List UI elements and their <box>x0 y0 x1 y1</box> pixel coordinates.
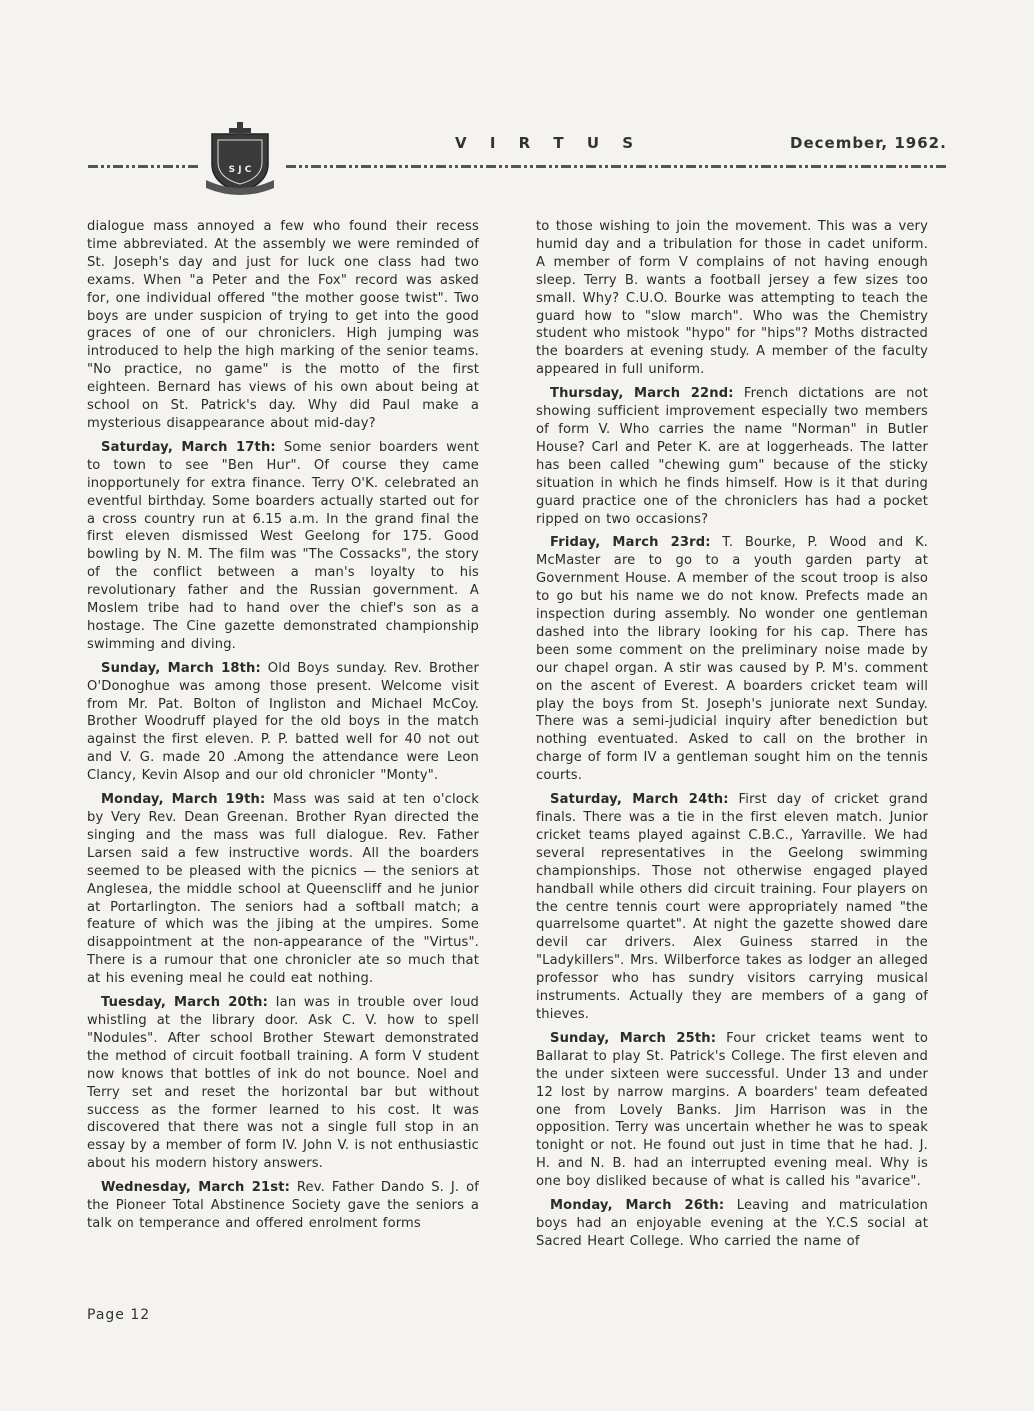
entry-date: Monday, March 26th: <box>550 1198 725 1214</box>
diary-entry <box>536 385 928 528</box>
magazine-title: V I R T U S <box>455 134 643 152</box>
entry-date: Monday, March 19th: <box>101 792 266 808</box>
entry-text: Rev. Father Dando S. J. of the Pioneer Total Abstinence Society gave the seniors a talk on temperance and offered enrolment forms <box>87 1180 480 1231</box>
header-rule-left <box>88 165 198 168</box>
paragraph: dialogue mass annoyed a few who found their recess time abbreviated. At the assembly we were reminded of St. Joseph's day and just for luck one class had two exams. When "a Peter and the Fox" record was asked for, one individual offered "the mother goose twist". Two boys are under suspicion of trying to get into the good graces of one of our chroniclers. High jumping was introduced to help the high marking of the senior teams. "No practice, no game" is the motto of the first eighteen. Bernard has views of his own about being at school on St. Patrick's day. Why did Paul make a mysterious disappearance about mid-day? <box>87 219 479 431</box>
entry-text: Four cricket teams went to Ballarat to play St. Patrick's College. The first eleven and the under sixteen were successful. Under 13 and under 12 lost by narrow margins. A boarders' team defeated one from Lovely Banks. Jim Harrison was in the opposition. Terry was uncertain whether he was to speak tonight or not. He found out just in time that he had. J. H. and N. B. had an interrupted evening meal. Why is one boy disliked because of what is called his "avarice". <box>536 1030 928 1190</box>
diary-entry <box>536 534 928 785</box>
crest-text: S J C <box>228 165 252 175</box>
diary-entry <box>87 791 479 988</box>
paragraph: to those wishing to join the movement. This was a very humid day and a tribulation for those in cadet uniform. A member of form V complains of not having enough sleep. Terry B. wants a football jersey a few sizes too small. Why? C.U.O. Bourke was attempting to teach the guard how to "slow march". Who was the Chemistry student who mistook "hypo" for "hips"? Moths distracted the boarders at evening study. A member of the faculty appeared in full uniform. <box>536 219 928 378</box>
issue-date: December, 1962. <box>790 134 947 152</box>
entry-date: Saturday, March 17th: <box>101 439 276 455</box>
page-header <box>0 118 1034 193</box>
entry-date: Thursday, March 22nd: <box>550 386 734 402</box>
right-column <box>536 218 928 1257</box>
page-number: Page 12 <box>87 1307 151 1323</box>
diary-entry <box>87 439 479 654</box>
entry-text: First day of cricket grand finals. There was a tie in the first eleven match. Junior cricket teams played against C.B.C., Yarraville. We had several representatives in the Geelong swimming championships. Those not otherwise engaged played handball while others did circuit training. Four players on the centre tennis court were appropriately named "the quarrelsome quartet". At night the gazette showed dare devil car drivers. Alex Guiness starred in the "Ladykillers". Mrs. Wilberforce takes as lodger an alleged professor who has sundry visitors carrying musical instruments. Actually they are members of a gang of thieves. <box>536 792 928 1022</box>
diary-entry <box>536 791 928 1024</box>
diary-entry <box>87 660 479 785</box>
entry-text: French dictations are not showing sufficient improvement especially two members of form V. Who carries the name "Norman" in Butler House? Carl and Peter K. are at loggerheads. The latter has been called "chewing gum" because of the sticky situation in which he finds himself. How is it that during guard practice one of the chroniclers has had a pocket ripped on two occasions? <box>536 386 929 527</box>
entry-text: Leaving and matriculation boys had an enjoyable evening at the Y.C.S social at Sacred Heart College. Who carried the name of <box>536 1198 928 1249</box>
left-column <box>87 218 479 1239</box>
entry-date: Wednesday, March 21st: <box>101 1180 291 1196</box>
diary-entry <box>87 1179 479 1233</box>
entry-date: Tuesday, March 20th: <box>101 995 269 1011</box>
header-rule-right <box>286 165 946 168</box>
entry-date: Sunday, March 25th: <box>550 1030 717 1046</box>
entry-text: Some senior boarders went to town to see "Ben Hur". Of course they came inopportunely for extra finance. Terry O'K. celebrated an eventful birthday. Some boarders actually started out for a cross country run at 6.15 a.m. In the grand final the first eleven dismissed West Geelong for 175. Good bowling by N. M. The film was "The Cossacks", the story of the conflict between a man's loyalty to his revolutionary father and the Russian government. A Moslem tribe had to hand over the chief's son as a hostage. The Cine gazette demonstrated championship swimming and diving. <box>87 439 479 652</box>
diary-entry <box>536 1197 928 1251</box>
entry-date: Sunday, March 18th: <box>101 660 261 676</box>
entry-text: Mass was said at ten o'clock by Very Rev. Dean Greenan. Brother Ryan directed the singing and the mass was full dialogue. Rev. Father Larsen said a few instructive words. All the boarders seemed to be pleased with the picnics — the seniors at Anglesea, the middle school at Queenscliff and he junior at Portarlington. The seniors had a softball match; a feature of which was the jibing at the umpires. Some disappointment at the non-appearance of the "Virtus". There is a rumour that one chronicler ate so much that at his evening meal he could eat nothing. <box>87 792 479 987</box>
entry-date: Friday, March 23rd: <box>550 535 711 551</box>
entry-date: Saturday, March 24th: <box>550 792 729 808</box>
entry-text: Old Boys sunday. Rev. Brother O'Donoghue was among those present. Welcome visit from Mr. Pat. Bolton of Ingliston and Michael McCoy. Brother Woodruff played for the old boys in the match against the first eleven. P. P. batted well for 40 not out and V. G. made 20 .Among the attendance were Leon Clancy, Kevin Alsop and our old chronicler "Monty". <box>87 660 479 784</box>
entry-text: Ian was in trouble over loud whistling at the library door. Ask C. V. how to spell "Nodules". After school Brother Stewart demonstrated the method of circuit football training. A form V student now knows that bottles of ink do not bounce. Noel and Terry set and reset the horizontal bar but without success as the former learned to his cost. It was discovered that there was not a single full stop in an essay by a member of form IV. John V. is not enthusiastic about his modern history answers. <box>87 995 479 1172</box>
school-crest-icon <box>200 120 280 196</box>
diary-entry <box>536 1030 928 1191</box>
diary-entry <box>87 994 479 1173</box>
entry-text: T. Bourke, P. Wood and K. McMaster are to go to a youth garden party at Government House. A member of the scout troop is also to go but his name we do not know. Prefects made an inspection during assembly. No wonder one gentleman dashed into the library looking for his cap. There has been some comment on the preliminary noise made by our chapel organ. A stir was caused by P. M's. comment on the ascent of Everest. A boarders cricket team will play the boys from St. Joseph's juniorate next Sunday. There was a semi-judicial inquiry after benediction but nothing eventuated. Asked to call on the brother in charge of form IV a gentleman sought him on the tennis courts. <box>536 535 928 784</box>
